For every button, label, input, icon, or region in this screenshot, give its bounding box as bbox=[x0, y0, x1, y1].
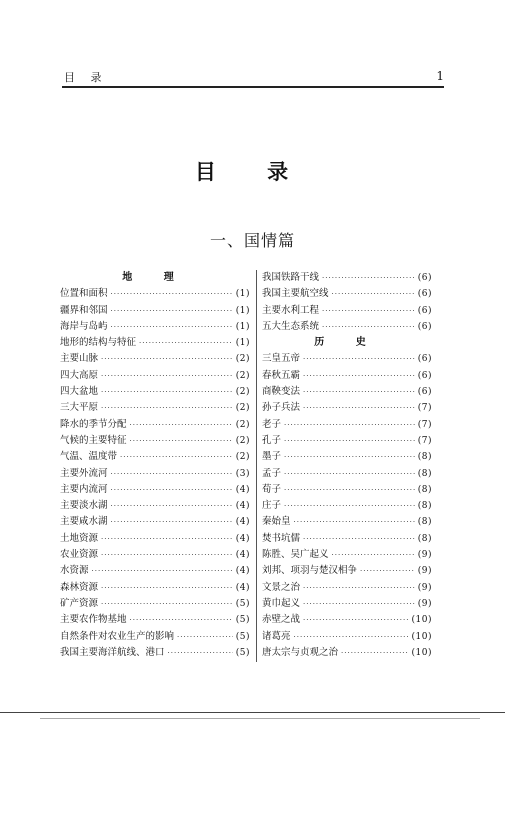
category-heading: 历 史 bbox=[314, 337, 380, 349]
dot-leader bbox=[303, 580, 415, 596]
toc-entry bbox=[60, 482, 250, 498]
dot-leader bbox=[168, 645, 233, 661]
dot-leader bbox=[284, 433, 415, 449]
toc-entry bbox=[262, 498, 432, 514]
toc-entry-title: 主要淡水湖 bbox=[60, 500, 108, 512]
header-label: 目 录 bbox=[64, 71, 108, 84]
toc-entry bbox=[60, 335, 250, 351]
dot-leader bbox=[322, 319, 415, 335]
toc-entry-title: 墨子 bbox=[262, 451, 282, 463]
toc-entry-title: 商鞅变法 bbox=[262, 386, 301, 398]
dot-leader bbox=[111, 286, 233, 302]
toc-entry-title: 自然条件对农业生产的影响 bbox=[60, 630, 175, 642]
toc-entry-title: 三大平原 bbox=[60, 402, 99, 414]
toc-entry-page: (8) bbox=[417, 484, 432, 495]
toc-entry-title: 文景之治 bbox=[262, 581, 301, 593]
toc-entry-title: 四大盆地 bbox=[60, 386, 99, 398]
dot-leader bbox=[92, 563, 233, 579]
toc-entry bbox=[60, 612, 250, 628]
dot-leader bbox=[111, 319, 233, 335]
toc-entry-page: (6) bbox=[417, 354, 432, 365]
toc-entry bbox=[60, 547, 250, 563]
dot-leader bbox=[303, 384, 415, 400]
dot-leader bbox=[303, 612, 409, 628]
toc-entry bbox=[262, 286, 432, 302]
toc-entry bbox=[60, 498, 250, 514]
toc-entry bbox=[60, 303, 250, 319]
toc-entry-title: 四大高原 bbox=[60, 369, 99, 381]
dot-leader bbox=[303, 400, 415, 416]
toc-entry-page: (9) bbox=[417, 550, 432, 561]
toc-entry-title: 海岸与岛屿 bbox=[60, 320, 108, 332]
dot-leader bbox=[284, 449, 415, 465]
toc-entry-page: (6) bbox=[417, 305, 432, 316]
toc-entry-page: (10) bbox=[411, 615, 432, 626]
toc-entry bbox=[60, 384, 250, 400]
toc-entry bbox=[262, 563, 432, 579]
dot-leader bbox=[322, 303, 415, 319]
toc-entry bbox=[60, 580, 250, 596]
toc-entry-page: (8) bbox=[417, 468, 432, 479]
dot-leader bbox=[303, 596, 415, 612]
toc-entry-page: (8) bbox=[417, 452, 432, 463]
dot-leader bbox=[101, 400, 233, 416]
toc-entry-title: 荀子 bbox=[262, 483, 282, 495]
dot-leader bbox=[284, 466, 415, 482]
dot-leader bbox=[303, 351, 415, 367]
toc-entry-page: (5) bbox=[235, 647, 250, 658]
toc-entry-page: (8) bbox=[417, 517, 432, 528]
toc-entry-page: (10) bbox=[411, 647, 432, 658]
toc-entry-page: (4) bbox=[235, 533, 250, 544]
toc-entry-title: 庄子 bbox=[262, 500, 282, 512]
dot-leader bbox=[284, 498, 415, 514]
page-title: 目 录 bbox=[194, 159, 311, 184]
toc-list-history bbox=[262, 351, 432, 661]
toc-entry-page: (2) bbox=[235, 387, 250, 398]
dot-leader bbox=[284, 417, 415, 433]
section-title: 一、国情篇 bbox=[209, 231, 295, 250]
toc-entry-title: 主要内流河 bbox=[60, 483, 108, 495]
toc-entry-title: 农业资源 bbox=[60, 549, 99, 561]
toc-entry-title: 陈胜、吴广起义 bbox=[262, 549, 329, 561]
dot-leader bbox=[101, 596, 233, 612]
toc-entry-title: 气温、温度带 bbox=[60, 451, 118, 463]
toc-entry-title: 水资源 bbox=[60, 565, 89, 577]
dot-leader bbox=[341, 645, 409, 661]
toc-entry-page: (5) bbox=[235, 631, 250, 642]
toc-entry-title: 主要山脉 bbox=[60, 353, 99, 365]
toc-entry bbox=[262, 466, 432, 482]
toc-entry-page: (9) bbox=[417, 582, 432, 593]
toc-entry-title: 五大生态系统 bbox=[262, 320, 320, 332]
toc-entry-page: (2) bbox=[235, 435, 250, 446]
toc-entry bbox=[262, 482, 432, 498]
toc-entry bbox=[60, 531, 250, 547]
toc-entry-title: 主要外流河 bbox=[60, 467, 108, 479]
dot-leader bbox=[303, 368, 415, 384]
toc-entry-title: 刘邦、项羽与楚汉相争 bbox=[262, 565, 358, 577]
toc-entry bbox=[60, 466, 250, 482]
dot-leader bbox=[332, 547, 415, 563]
toc-entry-title: 森林资源 bbox=[60, 581, 99, 593]
dot-leader bbox=[360, 563, 415, 579]
toc-entry bbox=[60, 563, 250, 579]
toc-entry-title: 我国主要海洋航线、港口 bbox=[60, 646, 165, 658]
toc-entry-page: (7) bbox=[417, 435, 432, 446]
toc-entry bbox=[60, 417, 250, 433]
toc-entry bbox=[60, 645, 250, 661]
toc-entry-page: (6) bbox=[417, 289, 432, 300]
toc-entry bbox=[262, 645, 432, 661]
toc-entry bbox=[262, 612, 432, 628]
toc-entry-page: (5) bbox=[235, 598, 250, 609]
dot-leader bbox=[284, 482, 415, 498]
toc-entry-page: (6) bbox=[417, 321, 432, 332]
toc-entry bbox=[262, 270, 432, 286]
toc-entry-title: 我国主要航空线 bbox=[262, 288, 329, 300]
dot-leader bbox=[130, 433, 233, 449]
category-heading: 地 理 bbox=[122, 272, 188, 283]
toc-entry-page: (6) bbox=[417, 387, 432, 398]
dot-leader bbox=[101, 351, 233, 367]
toc-entry-title: 三皇五帝 bbox=[262, 353, 301, 365]
toc-entry-page: (2) bbox=[235, 419, 250, 430]
dot-leader bbox=[111, 303, 233, 319]
toc-entry bbox=[60, 514, 250, 530]
toc-entry bbox=[60, 433, 250, 449]
toc-entry-page: (10) bbox=[411, 631, 432, 642]
toc-entry-page: (2) bbox=[235, 403, 250, 414]
toc-entry bbox=[60, 629, 250, 645]
dot-leader bbox=[130, 417, 233, 433]
toc-entry-title: 主要水利工程 bbox=[262, 304, 320, 316]
toc-entry-title: 诸葛亮 bbox=[262, 630, 291, 642]
toc-entry-page: (1) bbox=[235, 289, 250, 300]
dot-leader bbox=[101, 547, 233, 563]
toc-entry bbox=[60, 351, 250, 367]
toc-entry-page: (1) bbox=[235, 305, 250, 316]
toc-entry-title: 孔子 bbox=[262, 434, 282, 446]
toc-entry bbox=[60, 368, 250, 384]
toc-entry-page: (2) bbox=[235, 452, 250, 463]
footer-rule bbox=[40, 718, 480, 719]
toc-entry-page: (6) bbox=[417, 370, 432, 381]
toc-entry-page: (7) bbox=[417, 403, 432, 414]
toc-entry bbox=[262, 351, 432, 367]
dot-leader bbox=[332, 286, 415, 302]
dot-leader bbox=[101, 580, 233, 596]
dot-leader bbox=[322, 270, 415, 286]
toc-entry-page: (4) bbox=[235, 484, 250, 495]
footer-rule bbox=[0, 712, 505, 713]
toc-entry-title: 主要农作物基地 bbox=[60, 614, 127, 626]
toc-entry bbox=[262, 629, 432, 645]
toc-right-column bbox=[262, 270, 432, 661]
dot-leader bbox=[111, 466, 233, 482]
toc-entry-title: 孟子 bbox=[262, 467, 282, 479]
toc-entry bbox=[60, 286, 250, 302]
dot-leader bbox=[139, 335, 233, 351]
dot-leader bbox=[111, 514, 233, 530]
dot-leader bbox=[101, 368, 233, 384]
toc-entry bbox=[262, 400, 432, 416]
toc-entry bbox=[60, 596, 250, 612]
toc-entry bbox=[60, 449, 250, 465]
dot-leader bbox=[111, 482, 233, 498]
toc-entry-page: (7) bbox=[417, 419, 432, 430]
column-divider bbox=[256, 270, 257, 662]
dot-leader bbox=[294, 514, 415, 530]
toc-entry-title: 降水的季节分配 bbox=[60, 418, 127, 430]
toc-entry bbox=[262, 433, 432, 449]
dot-leader bbox=[120, 449, 233, 465]
dot-leader bbox=[101, 384, 233, 400]
toc-entry bbox=[262, 368, 432, 384]
toc-entry bbox=[60, 400, 250, 416]
toc-entry-page: (2) bbox=[235, 354, 250, 365]
toc-list-geography-continued bbox=[262, 270, 432, 335]
page-number: 1 bbox=[436, 69, 444, 83]
toc-entry bbox=[262, 449, 432, 465]
dot-leader bbox=[130, 612, 233, 628]
toc-list-geography bbox=[60, 286, 250, 661]
toc-entry-title: 黄巾起义 bbox=[262, 597, 301, 609]
toc-entry bbox=[60, 319, 250, 335]
toc-entry bbox=[262, 384, 432, 400]
toc-entry-page: (9) bbox=[417, 566, 432, 577]
toc-left-column bbox=[60, 270, 250, 661]
toc-entry-title: 土地资源 bbox=[60, 532, 99, 544]
toc-entry-title: 焚书坑儒 bbox=[262, 532, 301, 544]
toc-entry-page: (4) bbox=[235, 566, 250, 577]
toc-entry-page: (8) bbox=[417, 533, 432, 544]
toc-entry-title: 我国铁路干线 bbox=[262, 272, 320, 283]
toc-entry-page: (5) bbox=[235, 615, 250, 626]
toc-entry-page: (1) bbox=[235, 338, 250, 349]
toc-entry-page: (3) bbox=[235, 468, 250, 479]
toc-entry-page: (4) bbox=[235, 582, 250, 593]
dot-leader bbox=[177, 629, 233, 645]
toc-entry-page: (1) bbox=[235, 321, 250, 332]
dot-leader bbox=[303, 531, 415, 547]
toc-entry-title: 唐太宗与贞观之治 bbox=[262, 646, 339, 658]
toc-entry bbox=[262, 319, 432, 335]
toc-entry-page: (4) bbox=[235, 550, 250, 561]
toc-entry-page: (9) bbox=[417, 598, 432, 609]
running-header bbox=[62, 66, 444, 88]
toc-entry-page: (8) bbox=[417, 501, 432, 512]
toc-entry-title: 地形的结构与特征 bbox=[60, 337, 137, 349]
toc-entry-title: 疆界和邻国 bbox=[60, 304, 108, 316]
toc-entry-title: 赤壁之战 bbox=[262, 614, 301, 626]
dot-leader bbox=[111, 498, 233, 514]
toc-entry-title: 秦始皇 bbox=[262, 516, 291, 528]
toc-entry-title: 老子 bbox=[262, 418, 282, 430]
toc-entry bbox=[262, 596, 432, 612]
toc-entry bbox=[262, 547, 432, 563]
toc-entry bbox=[262, 531, 432, 547]
toc-entry-title: 春秋五霸 bbox=[262, 369, 301, 381]
toc-entry-title: 气候的主要特征 bbox=[60, 434, 127, 446]
toc-entry-title: 孙子兵法 bbox=[262, 402, 301, 414]
toc-entry-title: 矿产资源 bbox=[60, 597, 99, 609]
dot-leader bbox=[101, 531, 233, 547]
toc-entry bbox=[262, 417, 432, 433]
toc-entry bbox=[262, 514, 432, 530]
toc-entry bbox=[262, 580, 432, 596]
toc-entry-page: (4) bbox=[235, 501, 250, 512]
toc-entry-title: 位置和面积 bbox=[60, 288, 108, 300]
toc-entry bbox=[262, 303, 432, 319]
toc-entry-title: 主要咸水湖 bbox=[60, 516, 108, 528]
toc-entry-page: (6) bbox=[417, 273, 432, 283]
toc-entry-page: (4) bbox=[235, 517, 250, 528]
toc-entry-page: (2) bbox=[235, 370, 250, 381]
dot-leader bbox=[294, 629, 409, 645]
